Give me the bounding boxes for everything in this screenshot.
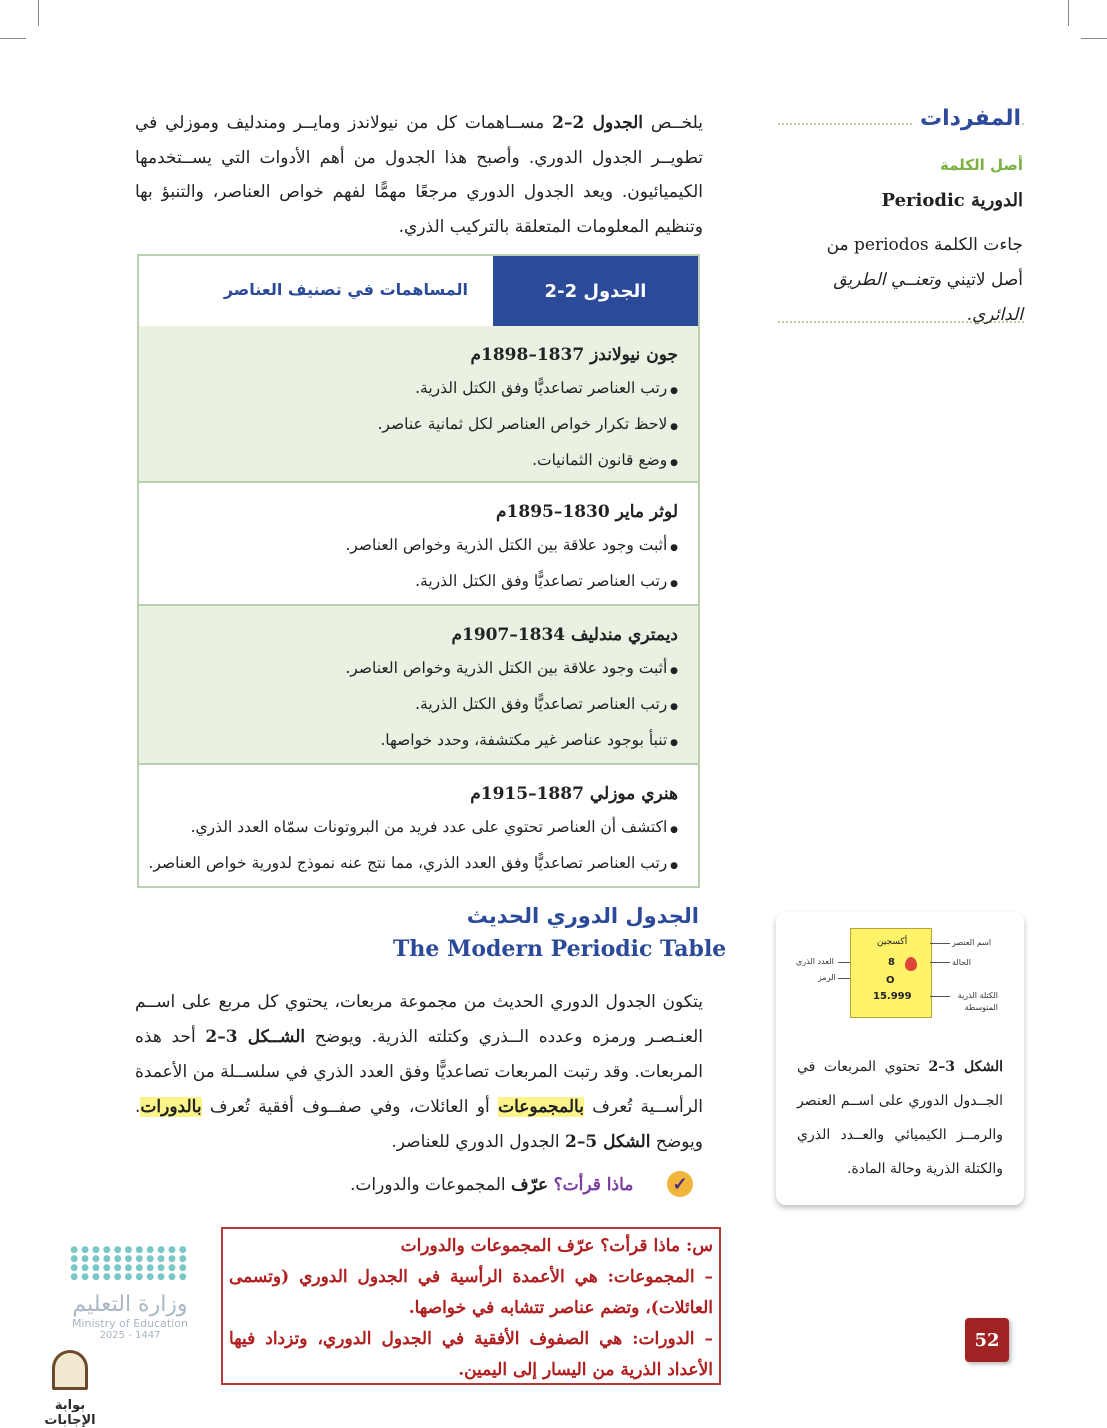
scientist-name: جون نيولاندز 1837–1898م: [470, 345, 678, 365]
label-atomic-mass: الكتلة الذرية المتوسطة: [957, 991, 998, 1012]
caption-label: الشكل 3–2: [928, 1059, 1003, 1075]
contribution-point: ● رتب العناصر تصاعديًّا وفق العدد الذري، مما نتج عنه نموذج لدورية خواص العناصر.: [139, 847, 678, 883]
figure-caption: [797, 1050, 1003, 1186]
answer-box: [221, 1227, 721, 1385]
figure-reference: الشــكل 3–2: [205, 1027, 306, 1047]
highlight-groups: بالمجموعات: [498, 1097, 584, 1117]
intro-text: يلخــص: [650, 113, 703, 133]
table-row: [139, 326, 698, 481]
contribution-point: ● تنبأ بوجود عناصر غير مكتشفة، وحدد خواصها.: [139, 724, 678, 760]
crop-mark: [1081, 38, 1107, 39]
answer-groups: – المجموعات: هي الأعمدة الرأسية في الجدول الدوري (وتسمى العائلات)، وتضم عناصر تتشابه في خواصها.: [229, 1267, 713, 1318]
checkmark-icon: ✓: [667, 1171, 693, 1197]
vocabulary-definition: [809, 228, 1023, 333]
scientist-name: لوثر ماير 1830–1895م: [496, 502, 678, 522]
paragraph-text: أحد هذه المربعات. وقد رتبت المربعات تصاعديًّا وفق العدد الذري في سلســلة من الأعمدة الرأســية تُعرف: [135, 1027, 704, 1117]
reading-check-verb: عرّف: [511, 1175, 549, 1195]
element-name: أكسجين: [877, 937, 908, 947]
table-row: [139, 606, 698, 763]
ministry-year: 2025 - 1447: [99, 1330, 161, 1341]
highlight-periods: بالدورات: [140, 1097, 202, 1117]
leader-line: [930, 996, 950, 997]
site-watermark: بوابة الإجابات: [44, 1398, 96, 1428]
contributions-table: [137, 254, 700, 888]
ministry-name-arabic: وزارة التعليم: [72, 1292, 188, 1317]
leader-line: [930, 962, 950, 963]
section-title-arabic: الجدول الدوري الحديث: [466, 904, 699, 928]
intro-paragraph: [135, 106, 703, 244]
leader-line: [838, 978, 850, 979]
atomic-mass: 15.999: [873, 991, 912, 1002]
reading-check-label: ماذا قرأت؟: [553, 1175, 634, 1195]
crop-mark: [0, 38, 26, 39]
intro-text: مســاهمات كل من نيولاندز ومايــر ومندليف وموزلي في تطويــر الجدول الدوري. وأصبح هذا الجدول من أهم الأدوات التي يســتخدمها الكيميائيون. ويعد الجدول الدوري مرجعًا مهمًّا لفهم خواص العناصر، والتنبؤ بها وتنظيم المعلومات المتعلقة بالتركيب الذري.: [135, 113, 703, 237]
crop-mark: [38, 0, 39, 26]
vocabulary-heading: المفردات: [914, 106, 1021, 131]
paragraph-text: . ويوضح: [135, 1097, 703, 1152]
table-title: المساهمات في تصنيف العناصر: [223, 280, 468, 299]
word-origin-label: أصل الكلمة: [939, 156, 1023, 174]
figure-reference: الشكل 5–2: [565, 1132, 651, 1152]
answer-question: س: ماذا قرأت؟ عرّف المجموعات والدورات: [400, 1236, 713, 1256]
vocabulary-term: الدورية Periodic: [881, 190, 1023, 211]
table-reference: الجدول 2–2: [552, 113, 644, 133]
contribution-point: ● أثبت وجود علاقة بين الكتل الذرية وخواص العناصر.: [139, 529, 678, 565]
label-atomic-number: العدد الذري: [796, 957, 834, 966]
contribution-point: ● لاحظ تكرار خواص العناصر لكل ثمانية عناصر.: [139, 408, 678, 444]
definition-italic: وتعنــي الطريق الدائري.: [833, 270, 1023, 325]
table-number: الجدول 2-2: [493, 256, 698, 326]
table-row: [139, 483, 698, 604]
section-title-english: The Modern Periodic Table: [393, 936, 727, 962]
contribution-point: ● اكتشف أن العناصر تحتوي على عدد فريد من البروتونات سمّاه العدد الذري.: [139, 811, 678, 847]
reading-check-text: المجموعات والدورات.: [350, 1175, 506, 1195]
reading-check: [350, 1175, 633, 1195]
contribution-point: ● أثبت وجود علاقة بين الكتل الذرية وخواص العناصر.: [139, 652, 678, 688]
paragraph-text: الجدول الدوري للعناصر.: [391, 1132, 560, 1152]
scientist-name: هنري موزلي 1887–1915م: [470, 784, 678, 804]
table-row: [139, 765, 698, 886]
gas-state-icon: [905, 957, 917, 971]
leader-line: [930, 943, 950, 944]
contribution-point: ● رتب العناصر تصاعديًّا وفق الكتل الذرية.: [139, 565, 678, 601]
ministry-name-english: Ministry of Education: [71, 1317, 188, 1330]
label-symbol: الرمز: [818, 973, 836, 982]
crop-mark: [1068, 0, 1069, 26]
contribution-point: ● رتب العناصر تصاعديًّا وفق الكتل الذرية.: [139, 372, 678, 408]
table-header: [139, 256, 698, 328]
scientist-name: ديمتري مندليف 1834–1907م: [451, 625, 678, 645]
label-element-name: اسم العنصر: [952, 938, 992, 947]
ministry-logo: [55, 1246, 205, 1341]
answer-periods: – الدورات: هي الصفوف الأفقية في الجدول الدوري، وتزداد فيها الأعداد الذرية من اليسار إلى اليمين.: [229, 1329, 713, 1380]
page-number: 52: [965, 1318, 1009, 1362]
site-logo-icon: [52, 1350, 88, 1390]
definition-text: جاءت الكلمة periodos من أصل لاتيني: [826, 235, 1023, 290]
element-symbol: O: [886, 975, 895, 986]
contribution-point: ● وضع قانون الثمانيات.: [139, 444, 678, 480]
element-cell: [850, 928, 932, 1018]
paragraph-text: يتكون الجدول الدوري الحديث من مجموعة مربعات، يحتوي كل مربع على اســم العنـصـر ورمزه وعدده الــذري وكتلته الذرية. ويوضح: [135, 992, 704, 1047]
paragraph-text: أو العائلات، وفي صفــوف أفقية تُعرف: [209, 1097, 490, 1117]
modern-paragraph: [135, 985, 703, 1160]
leader-line: [838, 962, 850, 963]
label-state: الحالة: [952, 958, 971, 967]
atomic-number: 8: [888, 957, 895, 968]
logo-dots-icon: ●●●●●●●●●●● ●●●●●●●●●●● ●●●●●●●●●●● ●●●●●●●●●●●: [70, 1245, 190, 1282]
contribution-point: ● رتب العناصر تصاعديًّا وفق الكتل الذرية.: [139, 688, 678, 724]
caption-text: تحتوي المربعات في الجــدول الدوري على اســم العنصر والرمــز الكيميائي والعــدد الذري والكتلة الذرية وحالة المادة.: [797, 1059, 1003, 1177]
